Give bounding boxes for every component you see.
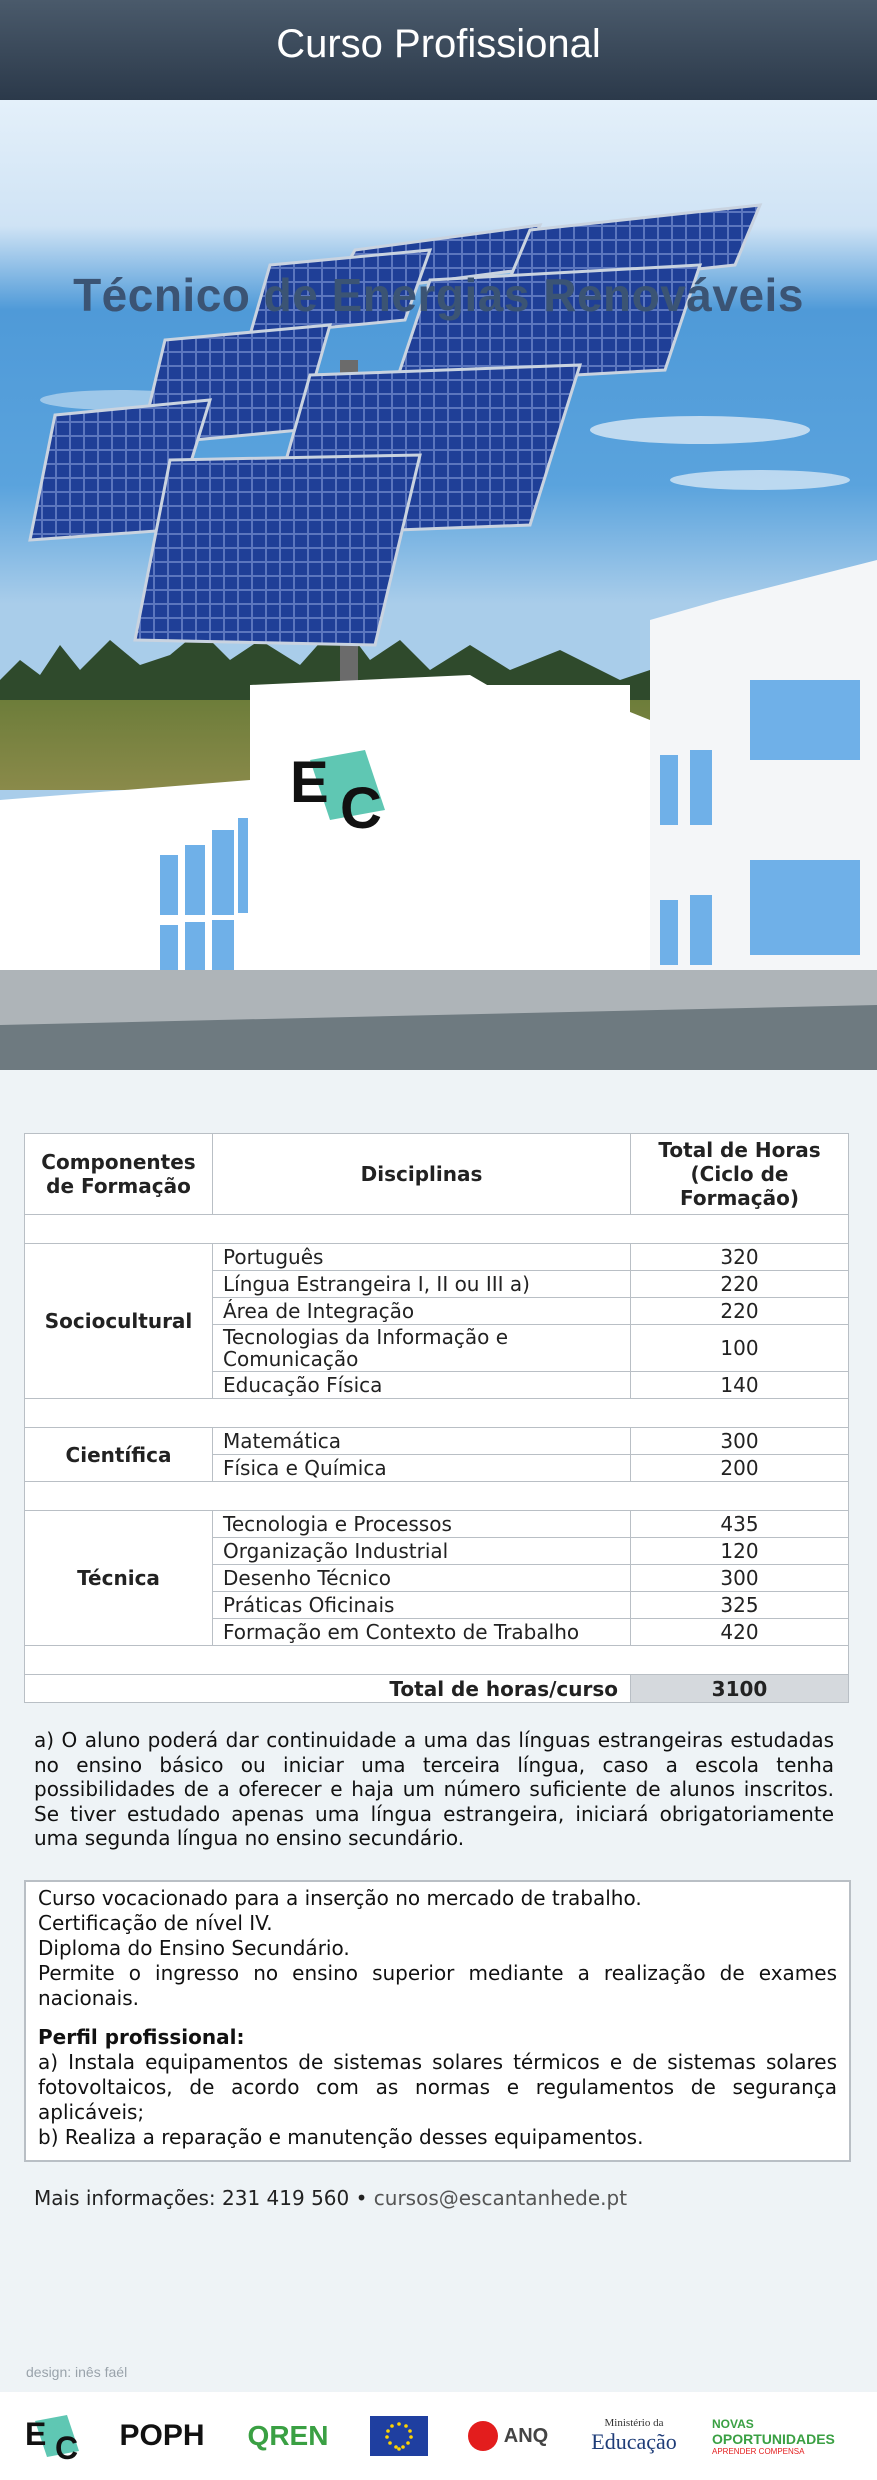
curriculum-table (24, 1133, 849, 1703)
header-title: Curso Profissional (276, 22, 601, 66)
group-tecnica: Técnica (25, 1511, 213, 1646)
info-line: Diploma do Ensino Secundário. (38, 1936, 350, 1960)
anq-logo: ANQ (458, 2410, 558, 2462)
table-row (25, 1428, 849, 1455)
spacer-row (25, 1482, 849, 1511)
design-credit: design: inês faél (26, 2364, 128, 2380)
horas-cell: 300 (631, 1428, 849, 1455)
horas-cell: 200 (631, 1455, 849, 1482)
svg-text:C: C (55, 2430, 79, 2461)
ec-logo (22, 2410, 92, 2462)
contact-label: Mais informações: 231 419 560 • (34, 2186, 368, 2210)
horas-cell: 100 (631, 1325, 849, 1372)
info-line: Permite o ingresso no ensino superior mediante a realização de exames nacionais. (38, 1961, 837, 2010)
svg-text:C: C (340, 776, 382, 841)
ministerio-educacao-logo: Ministério da Educação (591, 2417, 677, 2454)
group-sociocultural: Sociocultural (25, 1244, 213, 1399)
profile-item: b) Realiza a reparação e manutenção desses equipamentos. (38, 2125, 644, 2149)
disciplina-cell: Tecnologia e Processos (213, 1511, 631, 1538)
disciplina-cell: Organização Industrial (213, 1538, 631, 1565)
disciplina-cell: Educação Física (213, 1372, 631, 1399)
info-line: Certificação de nível IV. (38, 1911, 273, 1935)
disciplina-cell: Tecnologias da Informação e Comunicação (213, 1325, 631, 1372)
qren-logo: QREN (247, 2420, 329, 2451)
spacer-row (25, 1399, 849, 1428)
info-line: Curso vocacionado para a inserção no mercado de trabalho. (38, 1886, 642, 1910)
footer-logos (0, 2392, 877, 2480)
horas-cell: 300 (631, 1565, 849, 1592)
disciplina-cell: Matemática (213, 1428, 631, 1455)
disciplina-cell: Práticas Oficinais (213, 1592, 631, 1619)
disciplina-cell: Desenho Técnico (213, 1565, 631, 1592)
total-row (25, 1675, 849, 1703)
header-componentes: Componentes de Formação (25, 1134, 213, 1215)
header-horas: Total de Horas (Ciclo de Formação) (631, 1134, 849, 1215)
group-cientifica: Científica (25, 1428, 213, 1482)
horas-cell: 420 (631, 1619, 849, 1646)
spacer-row (25, 1646, 849, 1675)
disciplina-cell: Língua Estrangeira I, II ou III a) (213, 1271, 631, 1298)
eu-flag-logo (368, 2410, 430, 2462)
horas-cell: 140 (631, 1372, 849, 1399)
svg-text:E: E (290, 750, 329, 815)
spacer-row (25, 1215, 849, 1244)
header-disciplinas: Disciplinas (213, 1134, 631, 1215)
course-info-box (24, 1880, 851, 2162)
disciplina-cell: Área de Integração (213, 1298, 631, 1325)
table-row (25, 1511, 849, 1538)
table-row (25, 1244, 849, 1271)
total-label: Total de horas/curso (213, 1675, 631, 1703)
disciplina-cell: Formação em Contexto de Trabalho (213, 1619, 631, 1646)
total-value: 3100 (631, 1675, 849, 1703)
course-title: Técnico de Energias Renováveis (73, 269, 804, 321)
horas-cell: 220 (631, 1271, 849, 1298)
novas-oportunidades-logo: NOVAS OPORTUNIDADES APRENDER COMPENSA (712, 2416, 835, 2456)
disciplina-cell: Física e Química (213, 1455, 631, 1482)
poph-logo: POPH (119, 2419, 205, 2452)
hero-image (0, 100, 877, 1070)
solar-panel-illustration (0, 100, 877, 1070)
horas-cell: 120 (631, 1538, 849, 1565)
disciplina-cell: Português (213, 1244, 631, 1271)
email-link[interactable]: cursos@escantanhede.pt (373, 2186, 628, 2210)
footnote: a) O aluno poderá dar continuidade a uma das línguas estrangeiras estudadas no ensino básico ou iniciar uma terceira língua, caso a escola tenha possibilidades de a oferecer e haja um número suficiente de alunos inscritos. Se tiver estudado apenas uma língua estrangeira, iniciará obrigatoriamente uma segunda língua no ensino secundário. (34, 1728, 834, 1850)
svg-text:E: E (25, 2416, 47, 2452)
header-bar (0, 0, 877, 100)
profile-item: a) Instala equipamentos de sistemas solares térmicos e de sistemas solares fotovoltaicos, de acordo com as normas e regulamentos de segurança aplicáveis; (38, 2050, 837, 2124)
horas-cell: 325 (631, 1592, 849, 1619)
horas-cell: 435 (631, 1511, 849, 1538)
horas-cell: 320 (631, 1244, 849, 1271)
horas-cell: 220 (631, 1298, 849, 1325)
profile-title: Perfil profissional: (38, 2025, 245, 2049)
contact-info (34, 2186, 627, 2210)
